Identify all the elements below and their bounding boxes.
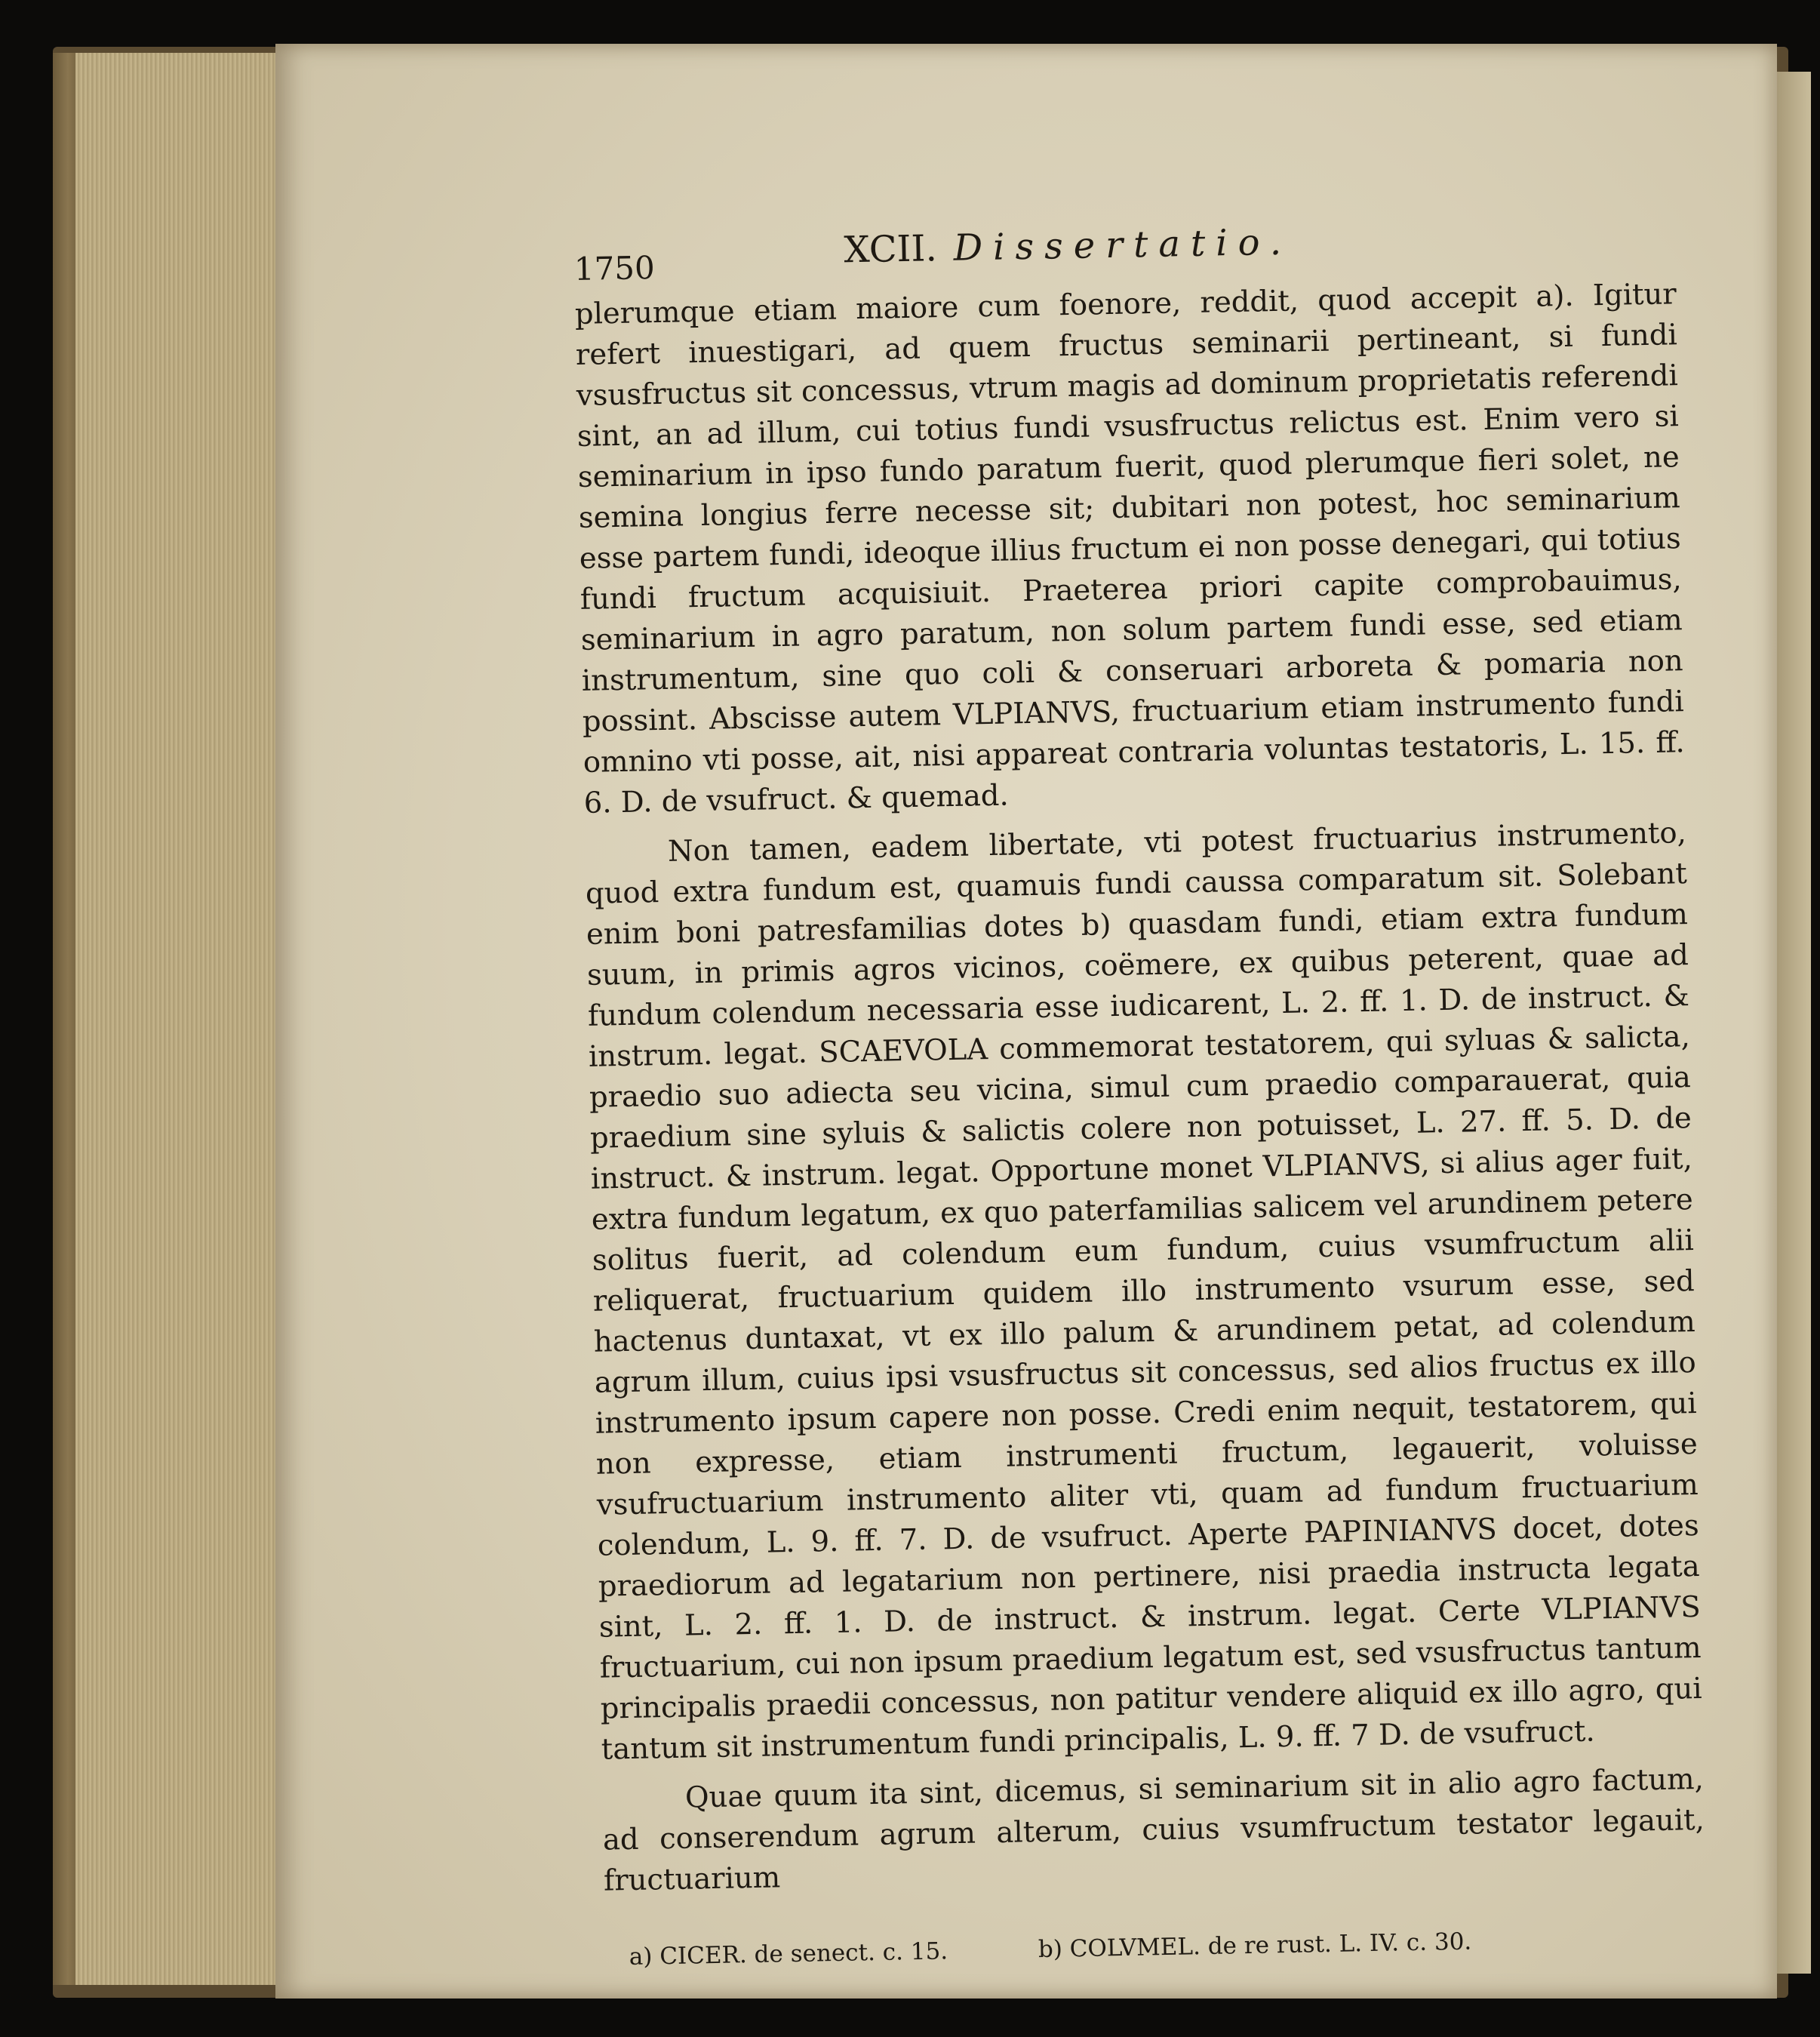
- paragraph: plerumque etiam maiore cum foenore, reddit, quod accepit a). Igitur refert inuestigari, ad quem fructus seminarii pertineant, si fundi vsusfructus sit concessus, vtrum magis ad dominum proprietatis referendi sint, an ad illum, cui totius fundi vsusfructus relictus est. Enim vero si seminarium in ipso fundo paratum fuerit, quod plerumque fieri solet, ne semina longius ferre necesse sit; dubitari non potest, hoc seminarium esse partem fundi, ideoque illius fructum ei non posse denegari, qui totius fundi fructum acquisiuit. Praeterea priori capite comprobauimus, seminarium in agro paratum, non solum partem fundi esse, sed etiam instrumentum, sine quo coli & conseruari arboreta & pomaria non possint. Abscisse autem VLPIANVS, fructuarium etiam instrumento fundi omnino vti posse, ait, nisi appareat contraria voluntas testatoris, L. 15. ff. 6. D. de vsufruct. & quemad.: [574, 277, 1686, 820]
- footnote: a) CICER. de senect. c. 15.: [629, 1937, 948, 1971]
- running-title-word: Dissertatio.: [953, 220, 1293, 269]
- page-number: 1750: [573, 249, 656, 288]
- paragraph: Quae quum ita sint, dicemus, si seminarium sit in alio agro factum, ad conserendum agrum alterum, cuius vsumfructum testator legauit, fructuarium: [602, 1762, 1705, 1898]
- footnote: b) COLVMEL. de re rust. L. IV. c. 30.: [1038, 1928, 1472, 1964]
- page-text-block: [573, 214, 1707, 1971]
- body-text: [574, 274, 1705, 1901]
- facing-page-edge: [1777, 72, 1811, 1974]
- running-title: [844, 221, 1292, 272]
- running-title-number: XCII.: [843, 227, 938, 272]
- page-edges: [75, 53, 278, 1985]
- paragraph: Non tamen, eadem libertate, vti potest fructuarius instrumento, quod extra fundum est, quamuis fundi caussa comparatum sit. Solebant enim boni patresfamilias dotes b) quasdam fundi, etiam extra fundum suum, in primis agros vicinos, coëmere, ex quibus peterent, quae ad fundum colendum necessaria esse iudicarent, L. 2. ff. 1. D. de instruct. & instrum. legat. SCAEVOLA commemorat testatorem, qui syluas & salicta, praedio suo adiecta seu vicina, simul cum praedio comparauerat, quia praedium sine syluis & salictis colere non potuisset, L. 27. ff. 5. D. de instruct. & instrum. legat. Opportune monet VLPIANVS, si alius ager fuit, extra fundum legatum, ex quo paterfamilias salicem vel arundinem petere solitus fuerit, ad colendum eum fundum, cuius vsumfructum alii reliquerat, fructuarium quidem illo instrumento vsurum esse, sed hactenus duntaxat, vt ex illo palum & arundinem petat, ad colendum agrum illum, cuius ipsi vsusfructus sit concessus, sed alios fructus ex illo instrumento ipsum capere non posse. Credi enim nequit, testatorem, qui non expresse, etiam instrumenti fructum, legauerit, voluisse vsufructuarium instrumento aliter vti, quam ad fundum fructuarium colendum, L. 9. ff. 7. D. de vsufruct. Aperte PAPINIANVS docet, dotes praediorum ad legatarium non pertinere, nisi praedia instructa legata sint, L. 2. ff. 1. D. de instruct. & instrum. legat. Certe VLPIANVS fructuarium, cui non ipsum praedium legatum est, sed vsusfructus tantum principalis praedii concessus, non patitur vendere aliquid ex illo agro, qui tantum sit instrumentum fundi principalis, L. 9. ff. 7 D. de vsufruct.: [585, 816, 1702, 1767]
